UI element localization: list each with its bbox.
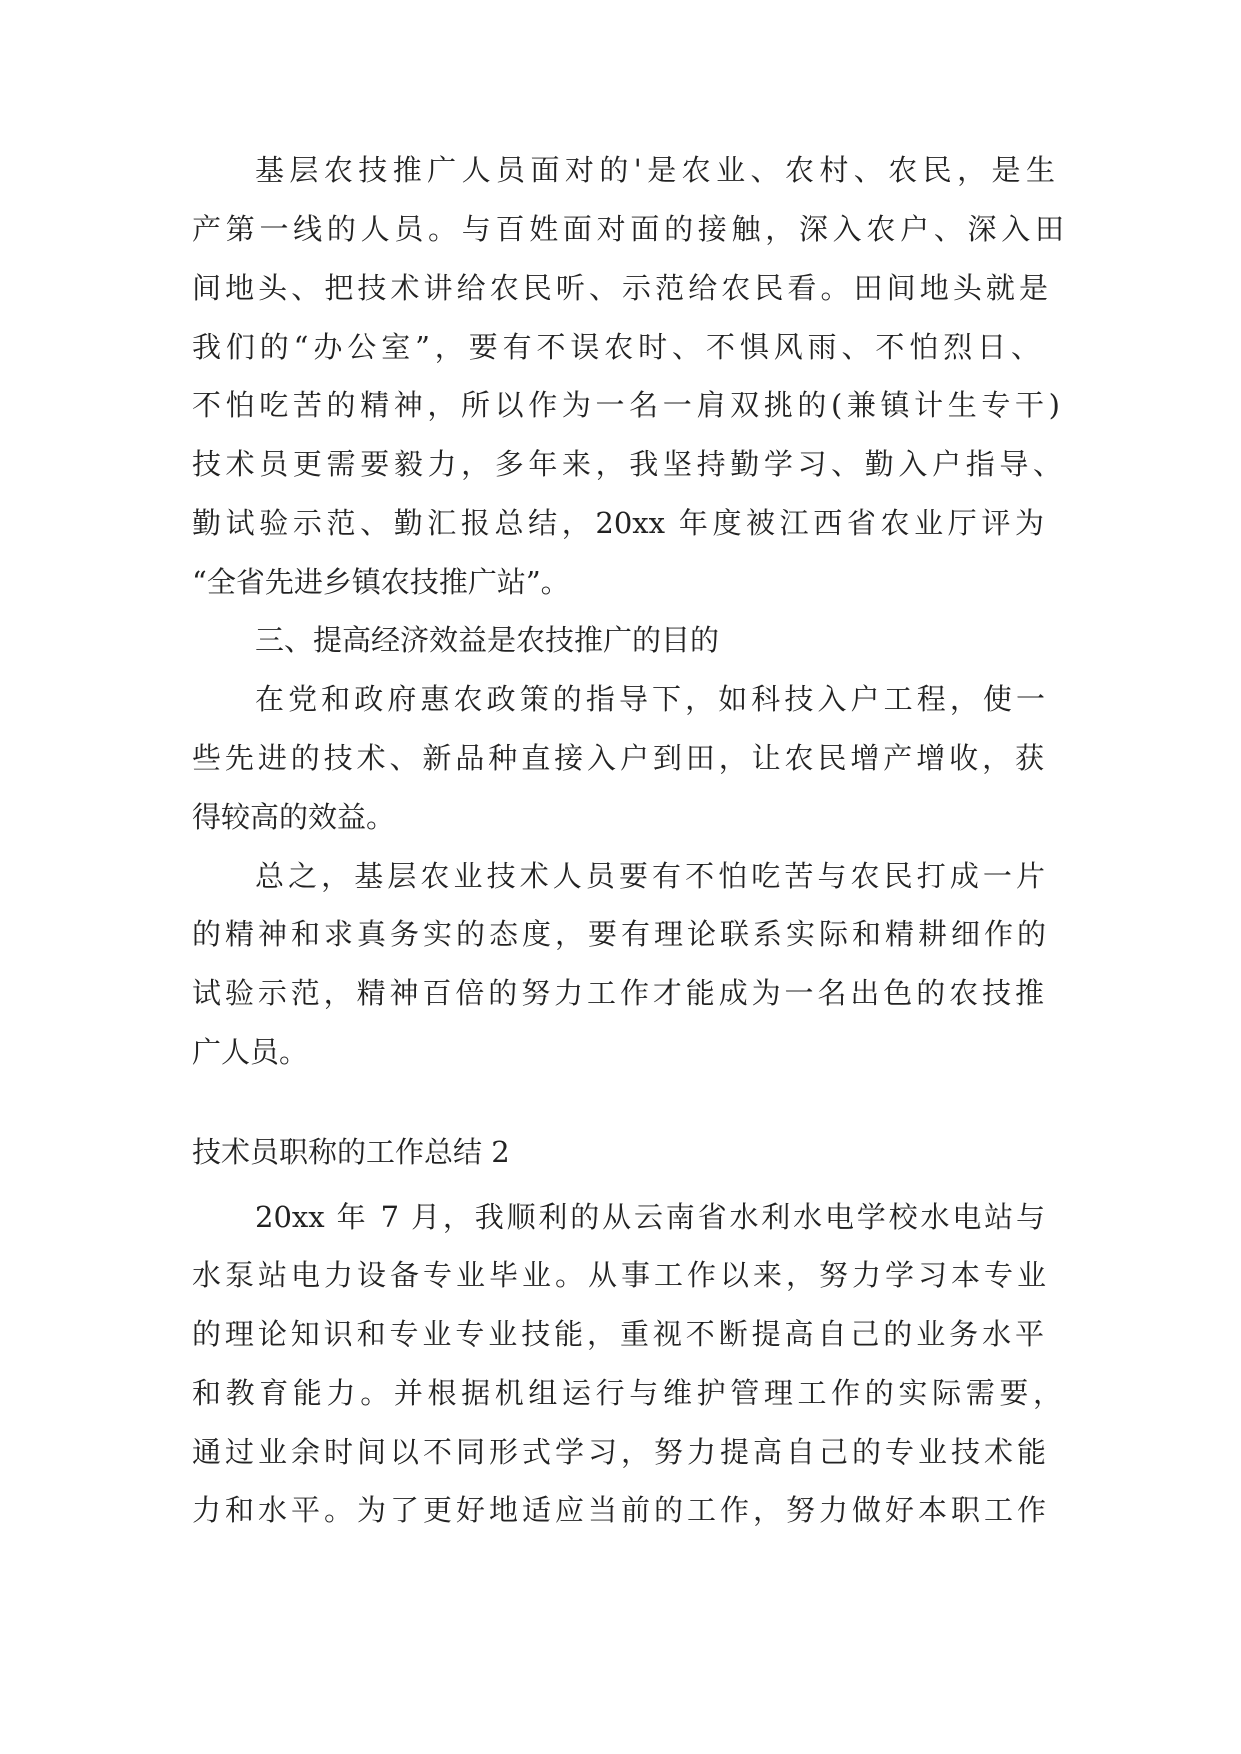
paragraph-line: 些先进的技术、新品种直接入户到田，让农民增产增收，获 — [192, 741, 1044, 775]
paragraph-line: 试验示范，精神百倍的努力工作才能成为一名出色的农技推 — [192, 976, 1044, 1010]
paragraph-line: 基层农技推广人员面对的'是农业、农村、农民，是生 — [255, 153, 1055, 187]
paragraph-line: 的精神和求真务实的态度，要有理论联系实际和精耕细作的 — [192, 917, 1046, 951]
section-title: 技术员职称的工作总结 2 — [192, 1135, 510, 1169]
paragraph-line: 在党和政府惠农政策的指导下，如科技入户工程，使一 — [255, 682, 1045, 716]
paragraph-line: 间地头、把技术讲给农民听、示范给农民看。田间地头就是 — [192, 271, 1048, 305]
section-heading: 三、提高经济效益是农技推广的目的 — [255, 623, 720, 657]
paragraph-line: 我们的“办公室”，要有不误农时、不惧风雨、不怕烈日、 — [192, 330, 1040, 364]
paragraph-line: 和教育能力。并根据机组运行与维护管理工作的实际需要， — [192, 1376, 1062, 1410]
paragraph-line: 产第一线的人员。与百姓面对面的接触，深入农户、深入田 — [192, 212, 1064, 246]
paragraph-line: “全省先进乡镇农技推广站”。 — [192, 565, 570, 599]
paragraph-line: 得较高的效益。 — [192, 800, 396, 834]
paragraph-line: 不怕吃苦的精神，所以作为一名一肩双挑的(兼镇计生专干) — [192, 388, 1060, 422]
paragraph-line: 通过业余时间以不同形式学习，努力提高自己的专业技术能 — [192, 1435, 1046, 1469]
paragraph-line: 勤试验示范、勤汇报总结，20xx 年度被江西省农业厅评为 — [192, 506, 1044, 540]
paragraph-line: 技术员更需要毅力，多年来，我坚持勤学习、勤入户指导、 — [192, 447, 1062, 481]
paragraph-line: 水泵站电力设备专业毕业。从事工作以来，努力学习本专业 — [192, 1258, 1046, 1292]
paragraph-line: 的理论知识和专业专业技能，重视不断提高自己的业务水平 — [192, 1317, 1044, 1351]
paragraph-line: 力和水平。为了更好地适应当前的工作，努力做好本职工作 — [192, 1493, 1046, 1527]
paragraph-line: 20xx 年 7 月，我顺利的从云南省水利水电学校水电站与 — [255, 1200, 1045, 1234]
paragraph-line: 总之，基层农业技术人员要有不怕吃苦与农民打成一片 — [255, 859, 1045, 893]
paragraph-line: 广人员。 — [192, 1035, 309, 1069]
